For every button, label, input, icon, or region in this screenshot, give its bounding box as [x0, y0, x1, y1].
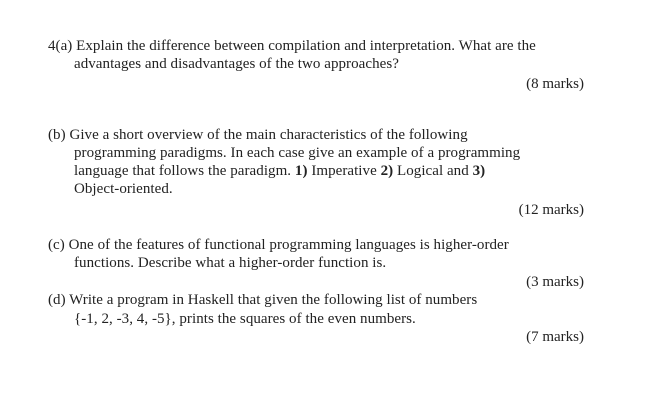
question-4b-text-1: Give a short overview of the main characteristics of the following [69, 127, 468, 143]
question-4d-line-1 [48, 291, 477, 309]
question-4b-line-3 [74, 162, 485, 180]
question-4d-label: (d) [48, 292, 66, 308]
question-4b-item-1-number: 1) [294, 163, 308, 179]
question-4a-line-1 [48, 37, 536, 55]
question-4d-text-1: Write a program in Haskell that given the following list of numbers [69, 292, 478, 308]
question-4b-item-1-text: Imperative [307, 163, 381, 179]
question-4b-item-2-text: Logical and [393, 163, 473, 179]
question-4c-text-1: One of the features of functional programming languages is higher-order [68, 237, 509, 253]
question-4d-text-2: {-1, 2, -3, 4, -5}, prints the squares of the even numbers. [74, 311, 416, 327]
question-4b-label: (b) [48, 127, 66, 143]
question-4c-marks: (3 marks) [526, 274, 584, 290]
question-4b-text-4: Object-oriented. [74, 181, 173, 197]
question-4d-marks: (7 marks) [526, 329, 584, 345]
question-4a-text-2: advantages and disadvantages of the two approaches? [74, 56, 399, 72]
question-4c-text-2: functions. Describe what a higher-order function is. [74, 255, 387, 271]
question-4b-text-3: language that follows the paradigm. [74, 163, 295, 179]
question-4c-label: (c) [48, 237, 65, 253]
question-4b-marks: (12 marks) [518, 202, 584, 218]
question-4b-line-1 [48, 126, 468, 144]
question-4a-label: 4(a) [48, 38, 73, 54]
question-4c-line-1 [48, 236, 509, 254]
question-4b-item-2-number: 2) [380, 163, 394, 179]
question-4b-item-3-number: 3) [472, 163, 486, 179]
question-4a-text-1: Explain the difference between compilation and interpretation. What are the [76, 38, 536, 54]
question-4a-marks: (8 marks) [526, 76, 584, 92]
question-4b-text-2: programming paradigms. In each case give an example of a programming [74, 145, 521, 161]
